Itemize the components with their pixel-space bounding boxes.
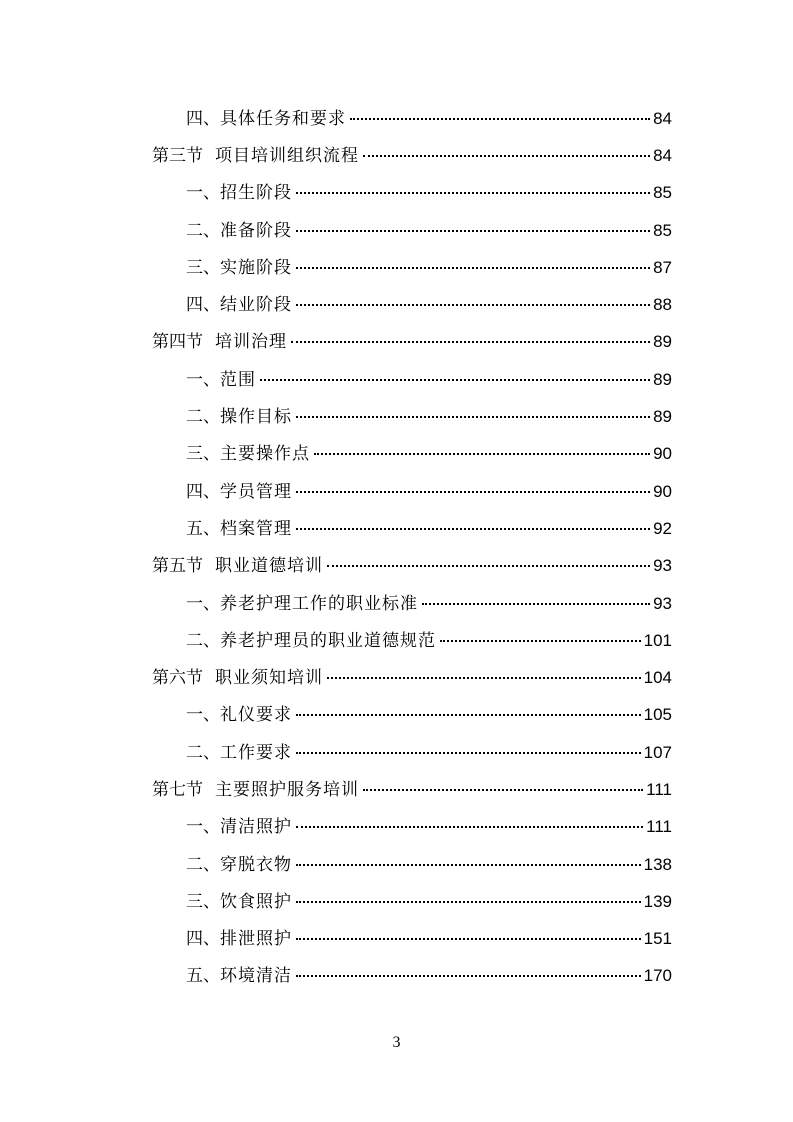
toc-entry[interactable] (0, 846, 793, 883)
toc-entry-page: 111 (646, 817, 672, 837)
toc-entry-title: 学员管理 (220, 481, 292, 502)
toc-entry-title: 穿脱衣物 (220, 854, 292, 875)
dot-leader (260, 379, 650, 381)
toc-entry-number: 三、 (186, 444, 220, 465)
toc-entry-number: 一、 (186, 369, 220, 390)
toc-entry-number: 第四节 (152, 332, 203, 353)
toc-entry[interactable] (0, 921, 793, 958)
toc-entry-title: 主要照护服务培训 (215, 779, 359, 800)
toc-entry-title: 招生阶段 (220, 183, 292, 204)
toc-entry[interactable] (0, 510, 793, 547)
toc-entry[interactable] (0, 771, 793, 808)
toc-entry-page: 87 (653, 257, 672, 277)
toc-entry-title: 排泄照护 (220, 929, 292, 950)
toc-entry-title: 职业道德培训 (215, 556, 323, 577)
toc-entry-number: 一、 (186, 183, 220, 204)
toc-entry-page: 107 (643, 742, 672, 762)
page-number: 3 (392, 1034, 401, 1051)
dot-leader (296, 267, 650, 269)
toc-entry[interactable] (0, 548, 793, 585)
dot-leader (440, 640, 641, 642)
dot-leader (296, 975, 641, 977)
dot-leader (296, 901, 641, 903)
toc-entry-page: 88 (653, 295, 672, 315)
dot-leader (350, 118, 650, 120)
toc-entry-title: 具体任务和要求 (220, 108, 346, 129)
toc-entry[interactable] (0, 473, 793, 510)
dot-leader (296, 938, 641, 940)
dot-leader (327, 677, 641, 679)
dot-leader (296, 864, 641, 866)
toc-entry[interactable] (0, 734, 793, 771)
dot-leader (327, 565, 650, 567)
toc-entry-title: 结业阶段 (220, 295, 292, 316)
toc-entry-page: 93 (653, 593, 672, 613)
toc-entry-title: 礼仪要求 (220, 705, 292, 726)
toc-entry[interactable] (0, 883, 793, 920)
toc-entry[interactable] (0, 324, 793, 361)
toc-entry[interactable] (0, 175, 793, 212)
toc-entry-title: 工作要求 (220, 742, 292, 763)
toc-entry-page: 170 (643, 966, 672, 986)
dot-leader (296, 752, 641, 754)
toc-entry-number: 一、 (186, 705, 220, 726)
dot-leader (296, 491, 650, 493)
toc-entry-title: 准备阶段 (220, 220, 292, 241)
toc-entry[interactable] (0, 585, 793, 622)
toc-entry-title: 清洁照护 (220, 817, 292, 838)
dot-leader (296, 528, 650, 530)
dot-leader (363, 155, 650, 157)
toc-entry-page: 90 (653, 444, 672, 464)
toc-entry-title: 饮食照护 (220, 891, 292, 912)
table-of-contents (0, 100, 793, 995)
toc-entry-page: 84 (653, 108, 672, 128)
toc-entry[interactable] (0, 137, 793, 174)
toc-entry-title: 职业须知培训 (215, 668, 323, 689)
toc-entry-page: 84 (653, 145, 672, 165)
toc-entry-number: 二、 (186, 407, 220, 428)
dot-leader (296, 416, 650, 418)
toc-entry[interactable] (0, 212, 793, 249)
dot-leader (296, 230, 650, 232)
toc-entry-page: 111 (646, 779, 672, 799)
toc-entry-number: 二、 (186, 220, 220, 241)
toc-entry-page: 89 (653, 407, 672, 427)
toc-entry-page: 92 (653, 518, 672, 538)
toc-entry-page: 101 (643, 630, 672, 650)
dot-leader (422, 603, 650, 605)
toc-entry-title: 项目培训组织流程 (215, 145, 359, 166)
toc-entry-page: 139 (643, 891, 672, 911)
toc-entry-page: 151 (643, 929, 672, 949)
toc-entry[interactable] (0, 100, 793, 137)
toc-entry-title: 档案管理 (220, 518, 292, 539)
toc-entry-number: 四、 (186, 108, 220, 129)
toc-entry-page: 85 (653, 220, 672, 240)
toc-entry[interactable] (0, 697, 793, 734)
toc-entry[interactable] (0, 809, 793, 846)
dot-leader (296, 304, 650, 306)
toc-entry[interactable] (0, 958, 793, 995)
toc-entry-title: 范围 (220, 369, 256, 390)
toc-entry-number: 五、 (186, 966, 220, 987)
dot-leader (296, 826, 643, 828)
toc-entry-number: 四、 (186, 481, 220, 502)
toc-entry[interactable] (0, 622, 793, 659)
toc-entry-page: 89 (653, 332, 672, 352)
toc-entry[interactable] (0, 436, 793, 473)
dot-leader (291, 341, 650, 343)
toc-entry-page: 89 (653, 369, 672, 389)
toc-entry-number: 五、 (186, 518, 220, 539)
toc-entry[interactable] (0, 286, 793, 323)
toc-entry-number: 第六节 (152, 668, 203, 689)
toc-entry-number: 二、 (186, 742, 220, 763)
toc-entry-title: 养老护理员的职业道德规范 (220, 630, 436, 651)
toc-entry[interactable] (0, 659, 793, 696)
toc-entry-page: 105 (643, 705, 672, 725)
toc-entry-page: 90 (653, 481, 672, 501)
toc-entry-title: 操作目标 (220, 407, 292, 428)
toc-entry[interactable] (0, 398, 793, 435)
toc-entry-page: 104 (643, 668, 672, 688)
toc-entry-number: 第五节 (152, 556, 203, 577)
toc-entry-page: 85 (653, 183, 672, 203)
toc-entry-title: 培训治理 (215, 332, 287, 353)
toc-entry-title: 环境清洁 (220, 966, 292, 987)
toc-entry[interactable] (0, 249, 793, 286)
dot-leader (314, 453, 650, 455)
dot-leader (296, 192, 650, 194)
dot-leader (363, 789, 643, 791)
toc-entry-number: 四、 (186, 929, 220, 950)
toc-entry-page: 138 (643, 854, 672, 874)
toc-entry-number: 第七节 (152, 779, 203, 800)
toc-entry-number: 二、 (186, 854, 220, 875)
toc-entry-number: 四、 (186, 295, 220, 316)
dot-leader (296, 714, 641, 716)
toc-entry-number: 三、 (186, 891, 220, 912)
toc-entry-title: 主要操作点 (220, 444, 310, 465)
toc-entry-title: 实施阶段 (220, 257, 292, 278)
toc-entry-number: 一、 (186, 593, 220, 614)
toc-entry-page: 93 (653, 556, 672, 576)
toc-entry-number: 一、 (186, 817, 220, 838)
toc-entry-number: 二、 (186, 630, 220, 651)
toc-entry-title: 养老护理工作的职业标准 (220, 593, 418, 614)
toc-entry-number: 三、 (186, 257, 220, 278)
toc-entry[interactable] (0, 361, 793, 398)
toc-entry-number: 第三节 (152, 145, 203, 166)
